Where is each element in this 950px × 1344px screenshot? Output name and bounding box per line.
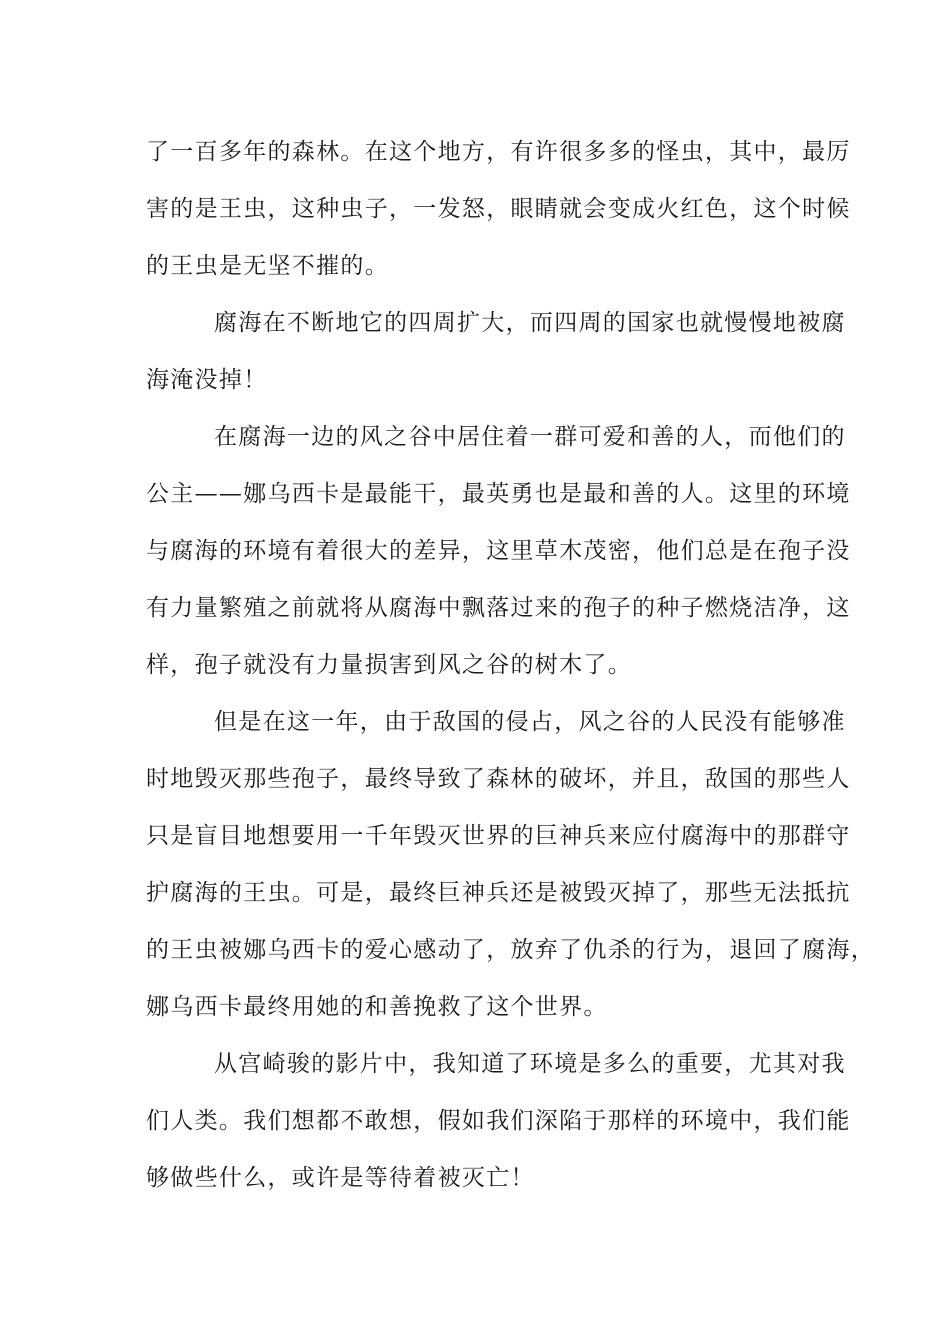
- paragraph-line: 了一百多年的森林。在这个地方，有许很多多的怪虫，其中，最厉: [146, 139, 851, 165]
- paragraph-line: 样，孢子就没有力量损害到风之谷的树木了。: [146, 652, 632, 678]
- paragraph-line: 只是盲目地想要用一千年毁灭世界的巨神兵来应付腐海中的那群守: [146, 823, 851, 849]
- paragraph-line: 护腐海的王虫。可是，最终巨神兵还是被毁灭掉了，那些无法抵抗: [146, 880, 851, 906]
- paragraph-line: 与腐海的环境有着很大的差异，这里草木茂密，他们总是在孢子没: [146, 538, 851, 564]
- paragraph-line: 在腐海一边的风之谷中居住着一群可爱和善的人，而他们的: [214, 424, 846, 450]
- paragraph-line: 时地毁灭那些孢子，最终导致了森林的破坏，并且，敌国的那些人: [146, 766, 851, 792]
- paragraph-line: 的王虫是无坚不摧的。: [146, 253, 389, 279]
- paragraph-line: 但是在这一年，由于敌国的侵占，风之谷的人民没有能够准: [214, 709, 846, 735]
- paragraph-line: 们人类。我们想都不敢想，假如我们深陷于那样的环境中，我们能: [146, 1108, 851, 1134]
- paragraph-line: 有力量繁殖之前就将从腐海中飘落过来的孢子的种子燃烧洁净，这: [146, 595, 851, 621]
- paragraph-line: 公主——娜乌西卡是最能干，最英勇也是最和善的人。这里的环境: [146, 481, 851, 507]
- paragraph-line: 够做些什么，或许是等待着被灭亡！: [146, 1165, 535, 1191]
- paragraph-line: 腐海在不断地它的四周扩大，而四周的国家也就慢慢地被腐: [214, 310, 846, 336]
- paragraph-line: 娜乌西卡最终用她的和善挽救了这个世界。: [146, 994, 608, 1020]
- paragraph-line: 海淹没掉！: [146, 367, 268, 393]
- paragraph-line: 从宫崎骏的影片中，我知道了环境是多么的重要，尤其对我: [214, 1051, 846, 1077]
- paragraph-line: 害的是王虫，这种虫子，一发怒，眼睛就会变成火红色，这个时候: [146, 196, 851, 222]
- paragraph-line: 的王虫被娜乌西卡的爱心感动了，放弃了仇杀的行为，退回了腐海，: [146, 937, 875, 963]
